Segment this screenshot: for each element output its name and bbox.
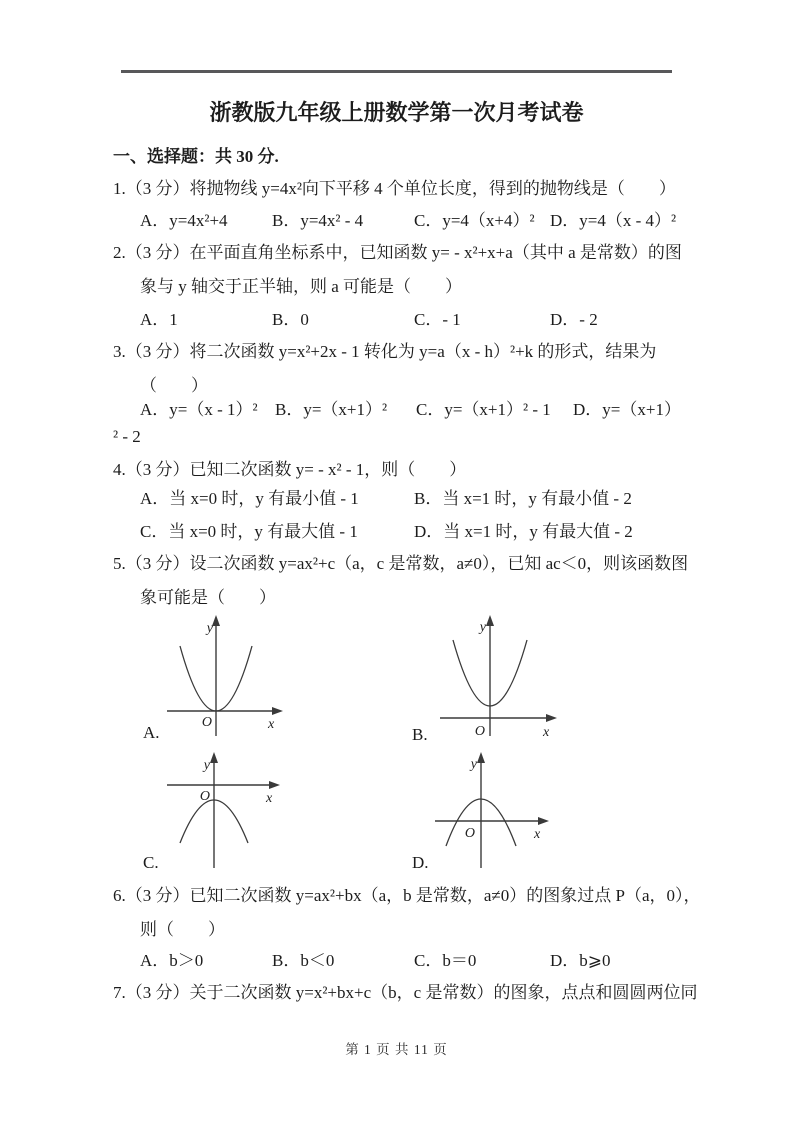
question-3-option-c: C．y=（x+1）² - 1 [416,400,551,419]
y-axis-arrow-icon [212,615,220,626]
question-6-option-c: C．b＝0 [414,951,477,970]
question-3-line-1: 3.（3 分）将二次函数 y=x²+2x - 1 转化为 y=a（x - h）²+k 的形式，结果为 [113,342,657,361]
question-3-line-2: （ ） [140,376,208,395]
question-6-line-1: 6.（3 分）已知二次函数 y=ax²+bx（a，b 是常数，a≠0）的图象过点 P（a，0）， [113,886,701,905]
section-heading: 一、选择题：共 30 分. [113,147,279,166]
graph-option-c [165,745,290,875]
question-6-option-b: B．b＜0 [272,951,335,970]
x-axis-label: x [268,717,275,732]
page-title: 浙教版九年级上册数学第一次月考试卷 [209,100,584,125]
y-axis-label: y [206,621,213,636]
graph-option-b [420,608,565,748]
question-1-option-d: D．y=4（x - 4）² [550,211,677,230]
question-2-option-c: C．- 1 [414,310,461,329]
question-6-option-d: D．b⩾0 [550,951,611,970]
question-1-option-c: C．y=4（x+4）² [414,211,535,230]
question-4-option-a: A．当 x=0 时，y 有最小值 - 1 [140,489,359,508]
x-axis-label: x [543,725,550,740]
graph-c-letter: C. [143,853,159,872]
x-axis-arrow-icon [272,707,283,715]
x-axis-label: x [534,827,541,842]
question-1-option-a: A．y=4x²+4 [140,211,228,230]
y-axis-arrow-icon [210,752,218,763]
question-1-option-b: B．y=4x² - 4 [272,211,364,230]
y-axis-label: y [470,757,477,772]
origin-label: O [464,826,475,841]
x-axis-label: x [266,791,273,806]
origin-label: O [474,724,485,739]
question-4-option-c: C．当 x=0 时，y 有最大值 - 1 [140,522,358,541]
origin-label: O [199,789,210,804]
question-2-option-a: A．1 [140,310,178,329]
x-axis-arrow-icon [269,781,280,789]
page-number-footer: 第 1 页 共 11 页 [345,1042,448,1057]
x-axis-arrow-icon [538,817,549,825]
question-5-line-1: 5.（3 分）设二次函数 y=ax²+c（a，c 是常数，a≠0），已知 ac＜0，则该函数图 [113,554,689,573]
question-3-option-d-overflow: ² - 2 [113,427,141,446]
question-2-line-2: 象与 y 轴交于正半轴，则 a 可能是（ ） [140,277,463,296]
question-6-option-a: A．b＞0 [140,951,204,970]
y-axis-label: y [479,620,486,635]
question-3-option-d: D．y=（x+1） [573,400,681,419]
graph-option-a [165,608,290,743]
y-axis-arrow-icon [486,615,494,626]
question-4-option-b: B．当 x=1 时，y 有最小值 - 2 [414,489,632,508]
graph-a-letter: A. [143,723,160,742]
question-5-line-2: 象可能是（ ） [140,588,276,607]
question-4-option-d: D．当 x=1 时，y 有最大值 - 2 [414,522,633,541]
question-2-option-d: D．- 2 [550,310,598,329]
question-4-line-1: 4.（3 分）已知二次函数 y= - x² - 1，则（ ） [113,460,467,479]
graph-b-letter: B. [412,725,428,744]
question-2-line-1: 2.（3 分）在平面直角坐标系中，已知函数 y= - x²+x+a（其中 a 是常数）的图 [113,243,682,262]
question-1-line-1: 1.（3 分）将抛物线 y=4x²向下平移 4 个单位长度，得到的抛物线是（ ） [113,179,676,198]
origin-label: O [201,715,212,730]
x-axis-arrow-icon [546,714,557,722]
question-2-option-b: B．0 [272,310,309,329]
question-7-line-1: 7.（3 分）关于二次函数 y=x²+bx+c（b，c 是常数）的图象，点点和圆圆两位同 [113,983,698,1002]
y-axis-arrow-icon [477,752,485,763]
question-3-option-b: B．y=（x+1）² [275,400,388,419]
graph-d-letter: D. [412,853,429,872]
header-rule [121,70,672,73]
question-3-option-a: A．y=（x - 1）² [140,400,258,419]
question-6-line-2: 则（ ） [140,920,225,939]
y-axis-label: y [203,758,210,773]
